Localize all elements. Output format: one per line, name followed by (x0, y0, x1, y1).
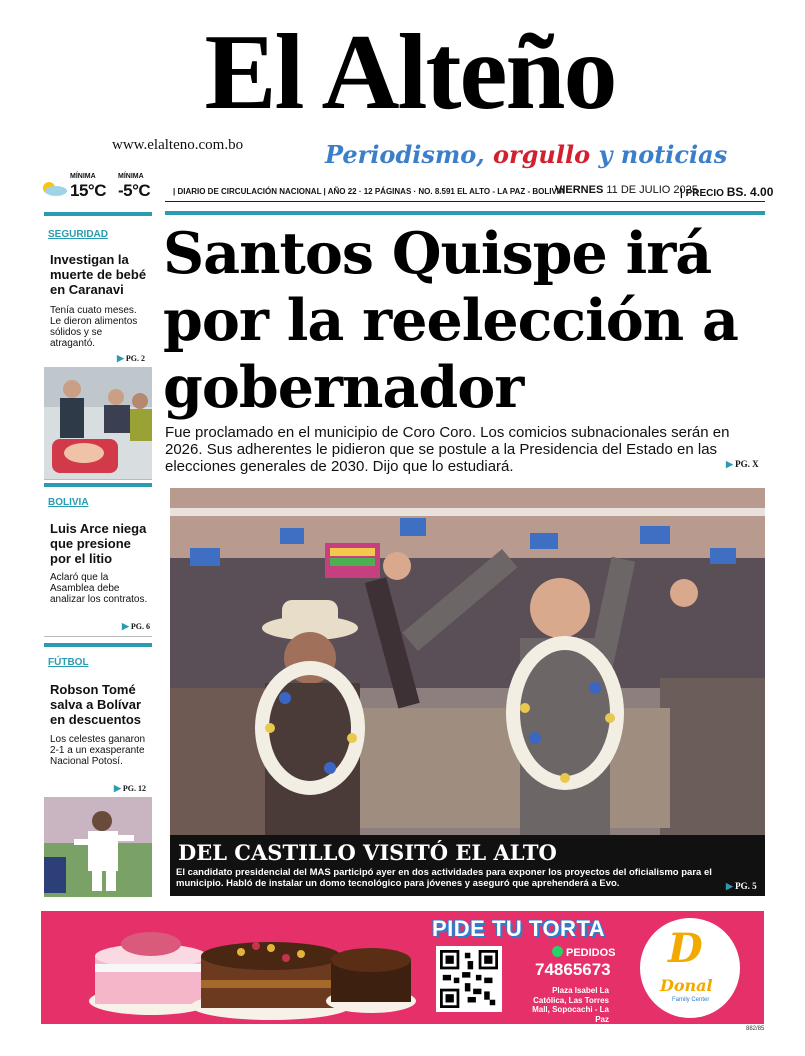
page-arrow-icon: ▶ (114, 783, 121, 793)
website-url[interactable]: www.elalteno.com.bo (112, 137, 244, 153)
whatsapp-icon (552, 946, 563, 957)
cakes-image (81, 916, 421, 1021)
sidebar-page-ref (122, 621, 150, 632)
sidebar-section-label[interactable]: FÚTBOL (48, 657, 89, 668)
min-temp-label-2: MÍNIMA (118, 173, 144, 180)
page-arrow-icon: ▶ (122, 621, 129, 631)
page-arrow-icon: ▶ (117, 353, 124, 363)
price-value: BS. 4.00 (726, 185, 774, 199)
page-number: PG. 6 (130, 622, 151, 631)
main-headline[interactable]: Santos Quispe irá por la reelección a gobernador (163, 220, 738, 421)
masthead-title: El Alteño (204, 13, 616, 132)
sidebar-page-ref (114, 783, 146, 794)
orders-text: PEDIDOS (566, 947, 616, 959)
divider (44, 636, 152, 637)
date: 11 DE JULIO 2025 (606, 184, 698, 196)
ad-title: PIDE TU TORTA (432, 916, 606, 941)
orders-label (552, 946, 616, 959)
page-number: PG. 5 (735, 881, 757, 891)
sidebar-section-label[interactable]: SEGURIDAD (48, 229, 109, 240)
sidebar-rule (44, 212, 152, 216)
min-temp-value-1: 15°C (70, 181, 106, 200)
page-number: PG. X (735, 459, 759, 469)
weather-block (38, 173, 173, 203)
main-deck: Fue proclamado en el municipio de Coro Coro. Los comicios subnacionales serán en 2026. Sus adherentes le pidieron que se postule a la Presidencia del Estado en las elecciones generales de 2030. Dijo que lo estudiará. (165, 424, 730, 475)
edition-details: | DIARIO DE CIRCULACIÓN NACIONAL | AÑO 22 · 12 PÁGINAS · NO. 8.591 EL ALTO - LA PAZ - BOLIVIA (173, 187, 565, 196)
min-temp-label-1: MÍNIMA (70, 173, 96, 180)
photo-caption-headline[interactable]: DEL CASTILLO VISITÓ EL ALTO (178, 840, 557, 865)
sidebar-photo (44, 797, 152, 897)
slogan (325, 140, 727, 169)
main-rule (165, 211, 765, 215)
price-label: | PRECIO (680, 188, 724, 199)
sidebar-body: Los celestes ganaron 2-1 a un exasperante Nacional Potosí. (50, 734, 146, 767)
brand-logo-mark: D (668, 925, 703, 972)
page-arrow-icon: ▶ (726, 881, 733, 891)
brand-name: Donal (660, 976, 713, 995)
sidebar-page-ref (117, 353, 145, 364)
sun-cloud-icon (40, 179, 68, 197)
sidebar-body: Tenía cuato meses. Le dieron alimentos sólidos y se atragantó. (50, 305, 138, 349)
photo-page-ref (726, 881, 757, 892)
slogan-part-2: orgullo (492, 140, 591, 169)
slogan-part-3: y noticias (590, 140, 728, 169)
price (680, 185, 773, 199)
page-arrow-icon: ▶ (726, 459, 733, 469)
slogan-part-1: Periodismo, (325, 140, 493, 169)
main-page-ref (726, 459, 759, 470)
sidebar-photo (44, 367, 152, 479)
ad-code: 882/85 (746, 1026, 765, 1032)
edition-date (555, 184, 698, 196)
page-number: PG. 2 (125, 354, 146, 363)
page-number: PG. 12 (122, 784, 147, 793)
sidebar-rule (44, 643, 152, 647)
divider (44, 479, 152, 480)
sidebar-body: Aclaró que la Asamblea debe analizar los contratos. (50, 572, 148, 605)
sidebar-section-label[interactable]: BOLIVIA (48, 497, 89, 508)
sidebar-headline[interactable]: Investigan la muerte de bebé en Caranavi (50, 252, 147, 297)
sidebar-headline[interactable]: Robson Tomé salva a Bolívar en descuentos (50, 682, 142, 727)
weekday: VIERNES (555, 184, 604, 196)
ad-phone[interactable]: 74865673 (535, 960, 611, 979)
brand-subtitle: Family Center (672, 997, 710, 1003)
sidebar-rule (44, 483, 152, 487)
divider (165, 201, 765, 202)
sidebar-headline[interactable]: Luis Arce niega que presione por el litio (50, 521, 147, 566)
ad-address: Plaza Isabel La Católica, Las Torres Mall, Sopocachi - La Paz (532, 986, 609, 1024)
min-temp-value-2: -5°C (118, 181, 151, 200)
qr-code-icon[interactable] (436, 946, 502, 1012)
photo-caption-body: El candidato presidencial del MAS participó ayer en dos actividades para exponer los proyectos del oficialismo para el municipio. Habló de instalar un domo tecnológico para jóvenes y aseguró que aprehenderá a Evo. (176, 867, 712, 889)
